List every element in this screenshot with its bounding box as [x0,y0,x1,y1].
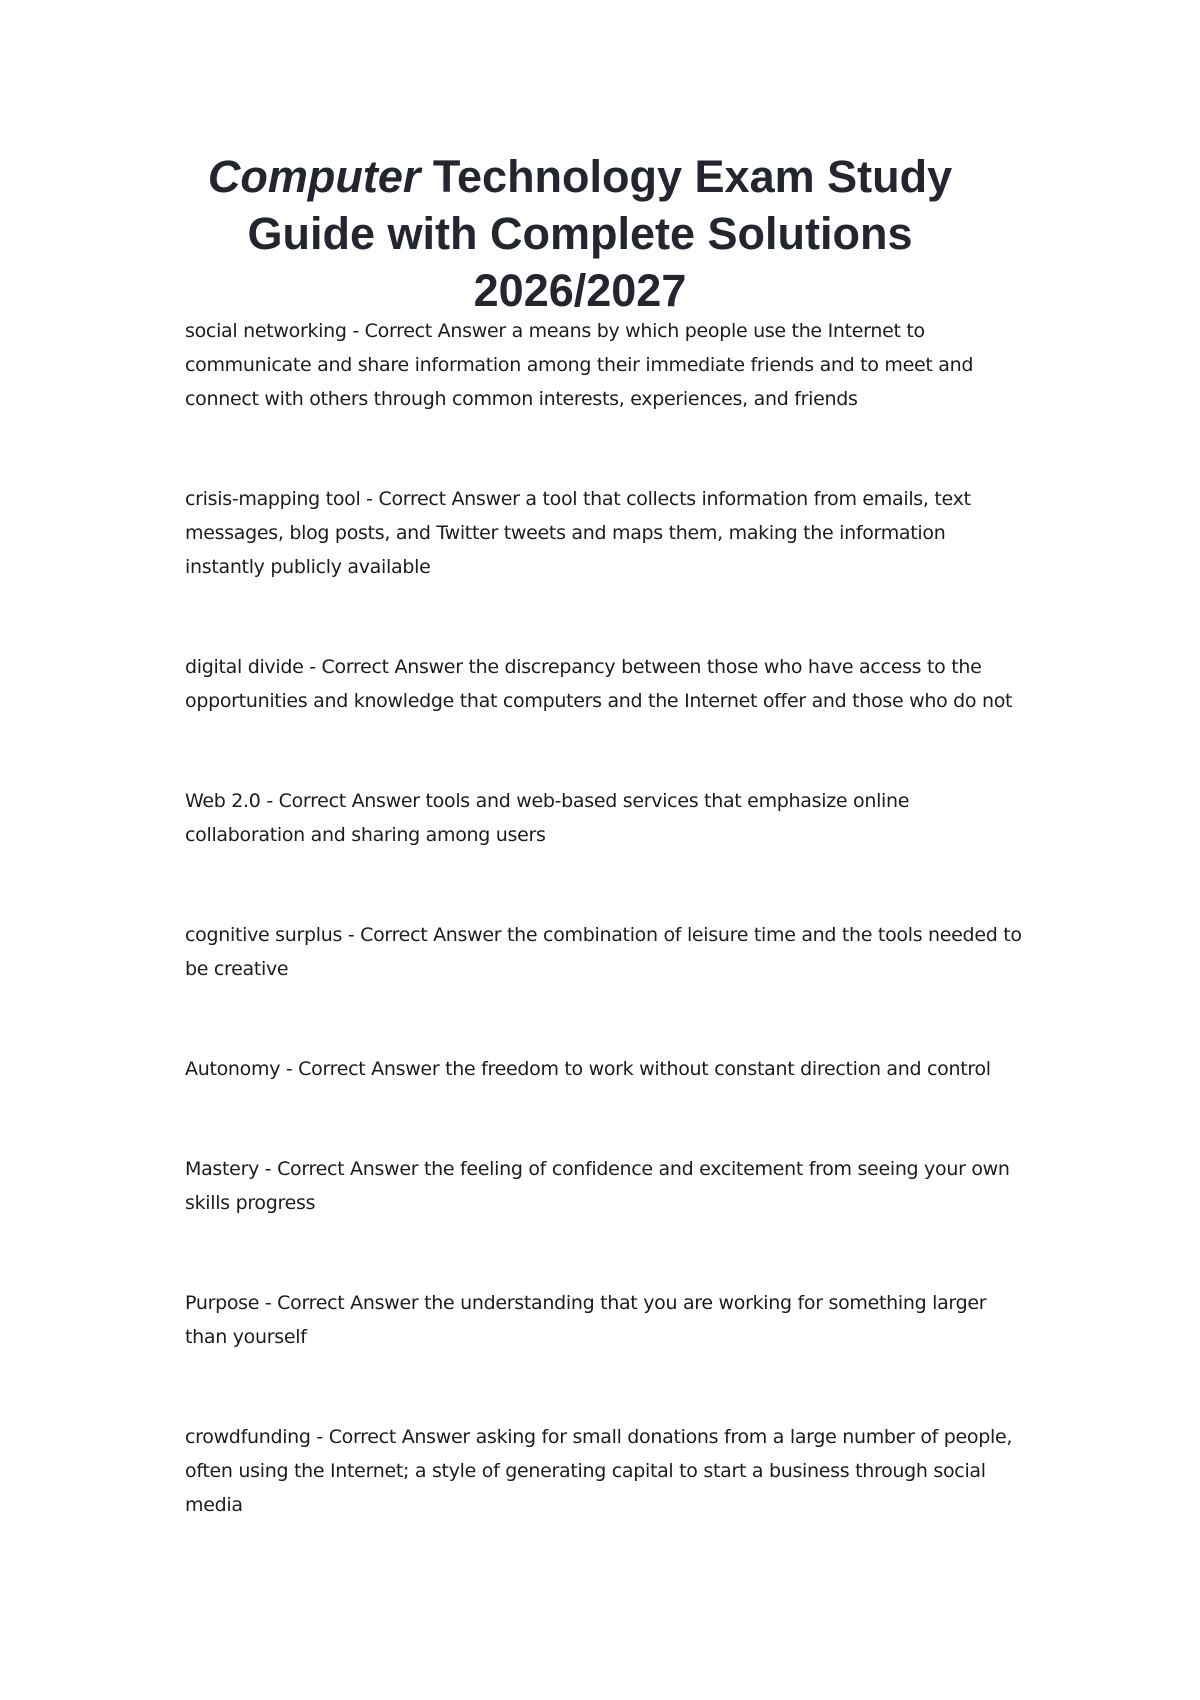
list-item: crisis-mapping tool - Correct Answer a tool that collects information from emails, text messages, blog posts, and Twitter tweets and maps them, making the information instantly publicly available [185,488,971,578]
list-item: digital divide - Correct Answer the discrepancy between those who have access to the opportunities and knowledge that computers and the Internet offer and those who do not [185,656,1013,712]
list-item: crowdfunding - Correct Answer asking for small donations from a large number of people, often using the Internet; a style of generating capital to start a business through social media [185,1426,1013,1516]
page-title [150,148,1010,319]
list-item: Purpose - Correct Answer the understanding that you are working for something larger than yourself [185,1292,987,1348]
list-item: Mastery - Correct Answer the feeling of confidence and excitement from seeing your own skills progress [185,1158,1010,1214]
title-emphasis: Computer [207,151,421,202]
list-item: Web 2.0 - Correct Answer tools and web-based services that emphasize online collaboration and sharing among users [185,790,910,846]
list-item: Autonomy - Correct Answer the freedom to work without constant direction and control [185,1058,991,1080]
list-item: cognitive surplus - Correct Answer the combination of leisure time and the tools needed to be creative [185,924,1022,980]
title-text: Technology Exam Study Guide with Complete Solutions 2026/2027 [247,151,953,316]
entry-list [185,314,1025,1522]
list-item: social networking - Correct Answer a means by which people use the Internet to communicate and share information among their immediate friends and to meet and connect with others through common interests, experiences, and friends [185,320,974,410]
